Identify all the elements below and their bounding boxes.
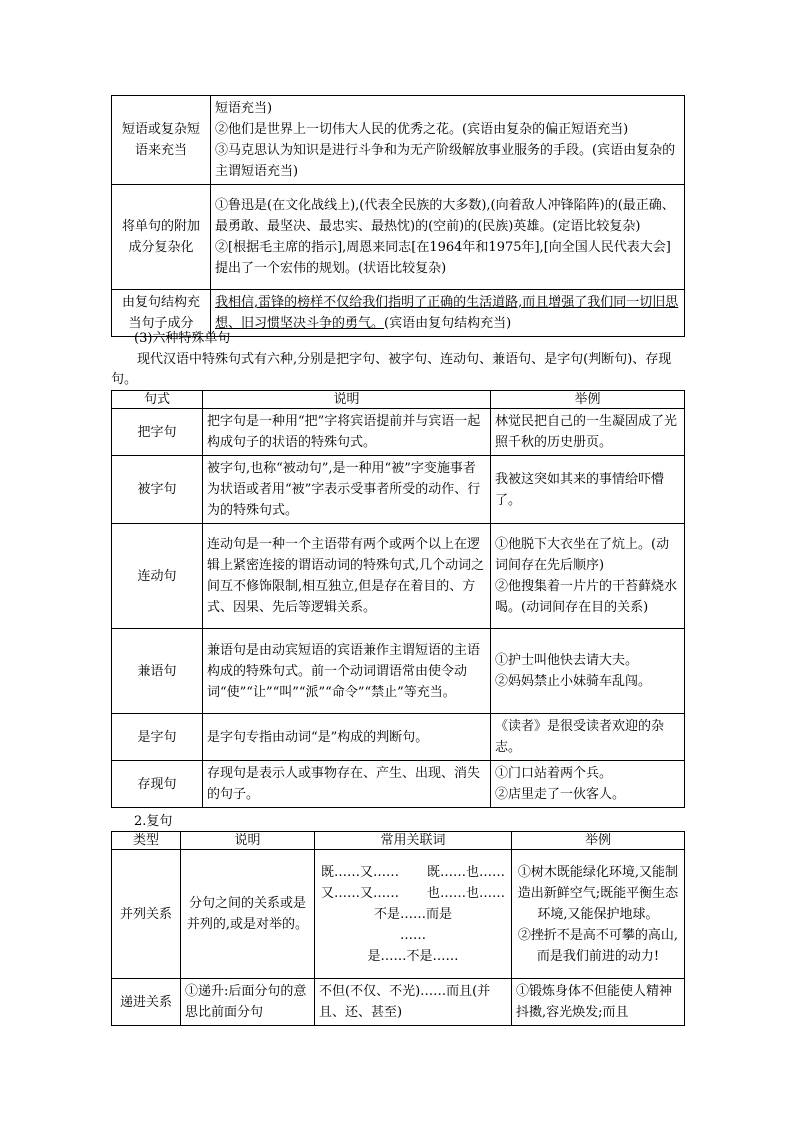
- example-line: ②挫折不是高不可攀的高山,而是我们前进的动力!: [517, 927, 679, 964]
- example-line: ②妈妈禁止小妹骑车乱闯。: [495, 674, 652, 689]
- relation-description: 分句之间的关系或是并列的,或是对举的。: [181, 850, 315, 979]
- row-label: 将单句的附加成分复杂化: [112, 185, 211, 290]
- row-content: [211, 185, 685, 290]
- table-row: [112, 524, 685, 629]
- content-line: 短语充当): [215, 101, 273, 116]
- sentence-example: [491, 714, 685, 761]
- row-content: [211, 290, 685, 337]
- content-line: ①鲁迅是(在文化战线上),(代表全民族的大多数),(向着敌人冲锋陷阵)的(最正确、最勇敢、最坚决、最忠实、最热忱)的(空前)的(民族)英雄。(定语比较复杂): [215, 198, 675, 234]
- conjunction: 又……又……: [321, 885, 400, 901]
- table-row: [112, 409, 685, 456]
- column-header: 说明: [181, 832, 315, 850]
- table-row: [112, 850, 685, 979]
- relation-type: 递进关系: [112, 979, 181, 1026]
- column-header: 句式: [112, 391, 203, 409]
- example-line: ①门口站着两个兵。: [495, 766, 613, 781]
- sentence-description: 兼语句是由动宾短语的宾语兼作主谓短语的主语构成的特殊句式。前一个动词谓语常由使令动词“使”“让”“叫”“派”“命令”“禁止”等充当。: [203, 629, 491, 714]
- relation-example: [512, 850, 685, 979]
- example-line: ②店里走了一伙客人。: [495, 787, 626, 802]
- row-content: [211, 96, 685, 185]
- conjunction: 既……也……: [426, 864, 505, 880]
- table-row: [112, 185, 685, 290]
- table-row: [112, 456, 685, 524]
- sentence-description: 把字句是一种用“把”字将宾语提前并与宾语一起构成句子的状语的特殊句式。: [203, 409, 491, 456]
- sentence-example: [491, 456, 685, 524]
- example-line: 林觉民把自己的一生凝固成了光照千秋的历史册页。: [495, 414, 678, 450]
- sentence-type: 被字句: [112, 456, 203, 524]
- sentence-example: [491, 629, 685, 714]
- example-note: (宾语由复句结构充当): [384, 316, 512, 331]
- table-row: [112, 979, 685, 1026]
- sentence-description: 存现句是表示人或事物存在、产生、出现、消失的句子。: [203, 761, 491, 808]
- special-sentence-table: [111, 390, 685, 808]
- table-row: [112, 629, 685, 714]
- sentence-example: [491, 761, 685, 808]
- sentence-type: 兼语句: [112, 629, 203, 714]
- relation-type: 并列关系: [112, 850, 181, 979]
- column-header: 类型: [112, 832, 181, 850]
- sentence-description: 是字句专指由动词“是”构成的判断句。: [203, 714, 491, 761]
- table-header-row: [112, 832, 685, 850]
- table-row: [112, 714, 685, 761]
- conjunction: 不是……而是: [373, 906, 452, 922]
- sentence-example: [491, 524, 685, 629]
- relation-description: ①递升:后面分句的意思比前面分句: [181, 979, 315, 1026]
- table-row: [112, 761, 685, 808]
- content-line: ②[根据毛主席的指示],周恩来同志[在1964年和1975年],[向全国人民代表大会]提出了一个宏伟的规划。(状语比较复杂): [215, 240, 671, 276]
- example-line: ①树木既能绿化环境,又能制造出新鲜空气;既能平衡生态环境,又能保护地球。: [517, 864, 679, 922]
- table-row: [112, 96, 685, 185]
- conj-row: [319, 862, 507, 883]
- conjunction: ……: [400, 927, 426, 943]
- column-header: 举例: [491, 391, 685, 409]
- column-header: 说明: [203, 391, 491, 409]
- section-heading: (3)六种特殊单句: [134, 331, 231, 346]
- syntax-table-continued: [111, 95, 685, 337]
- table-header-row: [112, 391, 685, 409]
- sentence-description: 连动句是一种一个主语带有两个或两个以上在逻辑上紧密连接的谓语动词的特殊句式,几个动词之间互不修饰限制,相互独立,但是存在着目的、方式、因果、先后等逻辑关系。: [203, 524, 491, 629]
- sentence-type: 连动句: [112, 524, 203, 629]
- conjunctions: [315, 850, 512, 979]
- conjunction: 既……又……: [321, 864, 400, 880]
- row-label: 短语或复杂短语来充当: [112, 96, 211, 185]
- content-line: ③马克思认为知识是进行斗争和为无产阶级解放事业服务的手段。(宾语由复杂的主谓短语充当): [215, 143, 676, 179]
- sentence-example: [491, 409, 685, 456]
- conjunctions: 不但(不仅、不光)……而且(并且、还、甚至): [315, 979, 512, 1026]
- example-line: ①他脱下大衣坐在了炕上。(动词间存在先后顺序): [495, 537, 670, 573]
- column-header: 举例: [512, 832, 685, 850]
- section-intro: 现代汉语中特殊句式有六种,分别是把字句、被字句、连动句、兼语句、是字句(判断句)、存现句。: [111, 352, 672, 387]
- column-header: 常用关联词: [315, 832, 512, 850]
- sentence-type: 存现句: [112, 761, 203, 808]
- example-line: 《读者》是很受读者欢迎的杂志。: [495, 719, 665, 755]
- example-line: ①锻炼身体不但能使人精神抖擞,容光焕发;而且: [516, 984, 673, 1020]
- content-line: ②他们是世界上一切伟大人民的优秀之花。(宾语由复杂的偏正短语充当): [215, 122, 629, 137]
- example-line: ②他搜集着一片片的干苔藓烧水喝。(动词间存在目的关系): [495, 579, 678, 615]
- sentence-type: 是字句: [112, 714, 203, 761]
- example-line: 我被这突如其来的事情给吓懵了。: [495, 471, 665, 508]
- example-line: ①护士叫他快去请大夫。: [495, 653, 639, 668]
- conj-row: [319, 883, 507, 904]
- conjunction: 也……也……: [426, 885, 505, 901]
- relation-example: [512, 979, 685, 1026]
- section-heading: 2.复句: [134, 814, 173, 829]
- sentence-type: 把字句: [112, 409, 203, 456]
- row-label: 由复句结构充当句子成分: [112, 290, 211, 337]
- underlined-example: 我相信,雷锋的榜样不仅给我们指明了正确的生活道路,而且增强了我们同一切旧思想、旧习惯坚决斗争的勇气。: [215, 295, 679, 331]
- conjunction: 是……不是……: [367, 948, 459, 964]
- sentence-description: 被字句,也称“被动句”,是一种用“被”字变施事者为状语或者用“被”字表示受事者所受的动作、行为的特殊句式。: [203, 456, 491, 524]
- compound-sentence-table: [111, 831, 685, 1026]
